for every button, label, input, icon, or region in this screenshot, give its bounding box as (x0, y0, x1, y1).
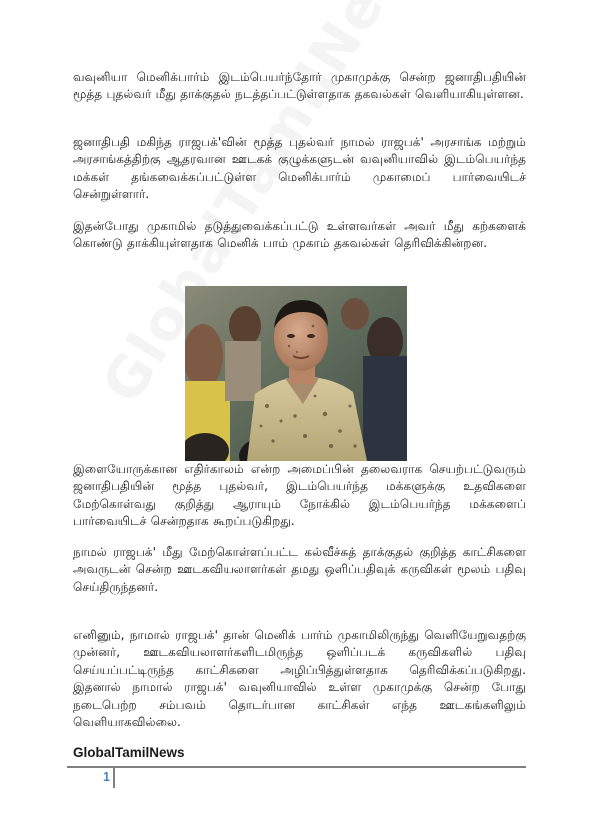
footer-divider (67, 766, 526, 768)
paragraph-6: எனினும், நாமால் ராஜபக்' தான் மெனிக் பார்ம் முகாமிலிருந்து வெளியேறுவதற்கு முன்னர், ஊடகவியலாளர்களிடமிருந்த ஒளிப்படக் கருவிகளில் பதிவு செய்யப்பட்டிருந்த காட்சிகளை அழிப்பித்துள்ளதாக தெரிவிக்கப்படுகிறது. இதனால் நாமால் ராஜபக்' வவுனியாவில் உள்ள முகாமுக்கு சென்ற போது நடைபெற்ற சம்பவம் தொடர்பான காட்சிகள் எந்த ஊடகங்களிலும் வெளியாகவில்லை. (73, 628, 526, 730)
paragraph-1: வவுனியா மெனிக்பார்ம் இடம்பெயர்ந்தோர் முகாமுக்கு சென்ற ஜனாதிபதியின் மூத்த புதல்வர் மீது தாக்குதல் நடத்தப்பட்டுள்ளதாக தகவல்கள் வெளியாகியுள்ளன. (73, 70, 526, 102)
footer-title: GlobalTamilNews (73, 745, 185, 760)
paragraph-3: இதன்போது முகாமில் தடுத்துவைக்கப்பட்டு உள்ளவர்கள் அவர் மீது கற்களைக் கொண்டு தாக்கியுள்ளதாக மெனிக் பாம் முகாம் தகவல்கள் தெரிவிக்கின்றன. (73, 219, 526, 251)
paragraph-2: ஜனாதிபதி மகிந்த ராஜபக்'வின் மூத்த புதல்வர் நாமல் ராஜபக்' அரசாங்க மற்றும் அரசாங்கத்திற்கு ஆதரவான ஊடகக் குழுக்களுடன் வவுனியாவில் இடம்பெயர்ந்த மக்கள் தங்கவைக்கப்பட்டுள்ள மெனிக்பார்ம் முகாமைப் பார்வையிடச் சென்றுள்ளார். (73, 135, 526, 202)
page-number-divider (113, 768, 115, 788)
page-number: 1 (103, 770, 110, 784)
news-photo (185, 286, 407, 461)
paragraph-5: நாமல் ராஜபக்' மீது மேற்கொள்ளப்பட்ட கல்வீச்சுத் தாக்குதல் குறித்த காட்சிகளை அவருடன் சென்ற ஊடகவியலாளர்கள் தமது ஒளிப்பதிவுக் கருவிகள் மூலம் பதிவு செய்திருந்தனர். (73, 545, 526, 594)
paragraph-4: இளையோருக்கான எதிர்காலம் என்ற அமைப்பின் தலைவராக செயற்பட்டுவரும் ஜனாதிபதியின் மூத்த புதல்வர், இடம்பெயர்ந்த மக்களுக்கு உதவிகளை மேற்கொள்வது குறித்து ஆராயும் நோக்கில் இடம்பெயர்ந்த மக்களைப் பார்வையிடச் சென்றதாக கூறப்படுகிறது. (73, 462, 526, 529)
man-in-mud-splattered-shirt-photo-icon (185, 286, 407, 461)
